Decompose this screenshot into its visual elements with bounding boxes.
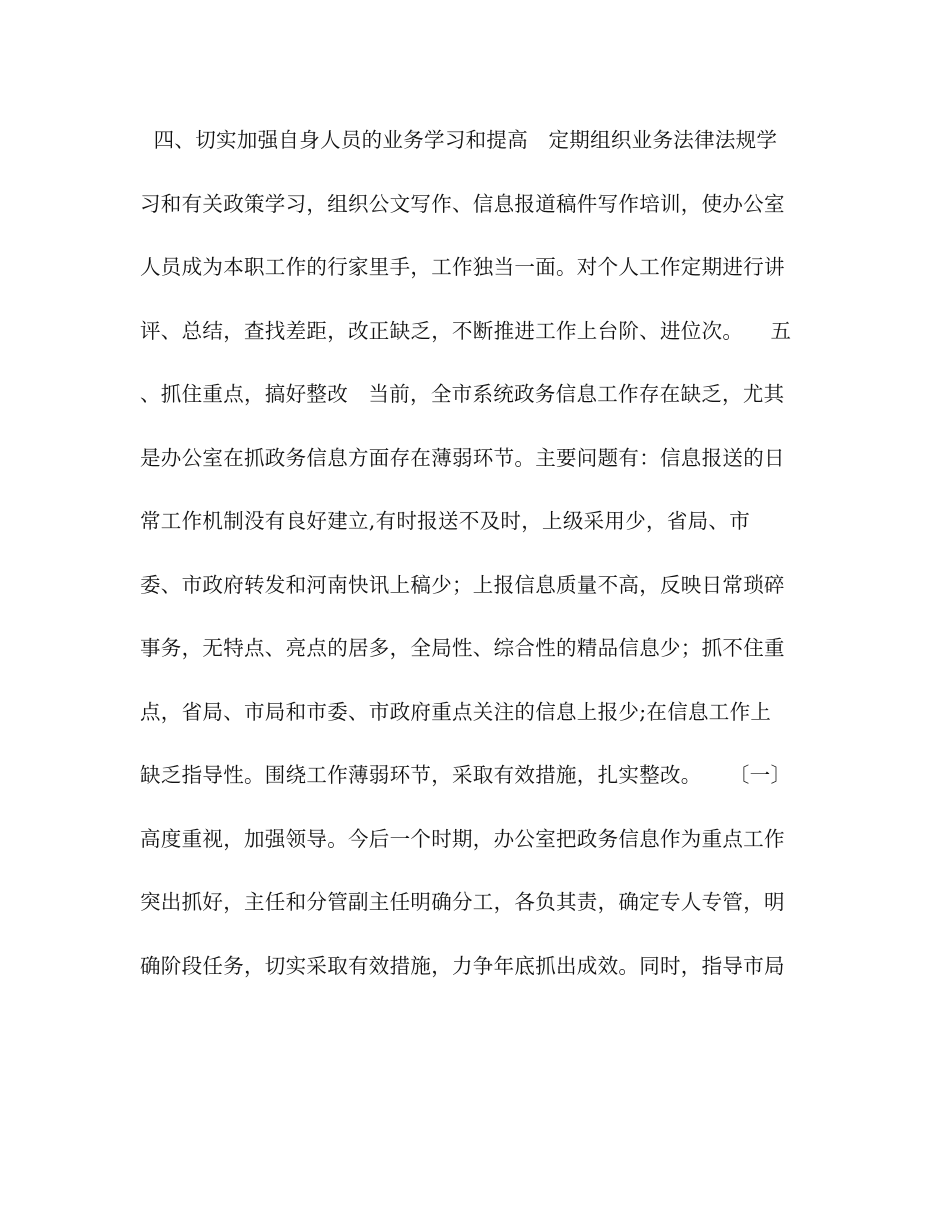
text-line: 点，省局、市局和市委、市政府重点关注的信息上报少;在信息工作上 [140,699,772,724]
text-line: 评、总结，查找差距，改正缺乏，不断推进工作上台阶、进位次。 五 [140,318,792,343]
text-line: 、抓住重点，搞好整改 当前，全市系统政务信息工作存在缺乏，尤其 [140,382,785,406]
text-line: 突出抓好，主任和分管副主任明确分工，各负其责，确定专人专管，明 [140,890,785,914]
text-line: 确阶段任务，切实采取有效措施，力争年底抓出成效。同时，指导市局 [140,953,785,978]
text-line: 人员成为本职工作的行家里手，工作独当一面。对个人工作定期进行讲 [140,255,785,279]
text-line: 缺乏指导性。围绕工作薄弱环节，采取有效措施，扎实整改。 〔一〕 [140,763,792,787]
text-line: 委、市政府转发和河南快讯上稿少；上报信息质量不高，反映日常琐碎 [140,572,785,597]
text-line: 常工作机制没有良好建立,有时报送不及时，上级采用少，省局、市 [140,509,751,533]
body-text [140,122,815,1011]
text-line: 事务，无特点、亮点的居多，全局性、综合性的精品信息少；抓不住重 [140,636,785,660]
text-line: 高度重视，加强领导。今后一个时期，办公室把政务信息作为重点工作 [140,826,785,851]
text-line: 四、切实加强自身人员的业务学习和提高 定期组织业务法律法规学 [140,128,778,152]
text-line: 习和有关政策学习，组织公文写作、信息报道稿件写作培训，使办公室 [140,191,785,216]
text-line: 是办公室在抓政务信息方面存在薄弱环节。主要问题有：信息报送的日 [140,445,785,470]
